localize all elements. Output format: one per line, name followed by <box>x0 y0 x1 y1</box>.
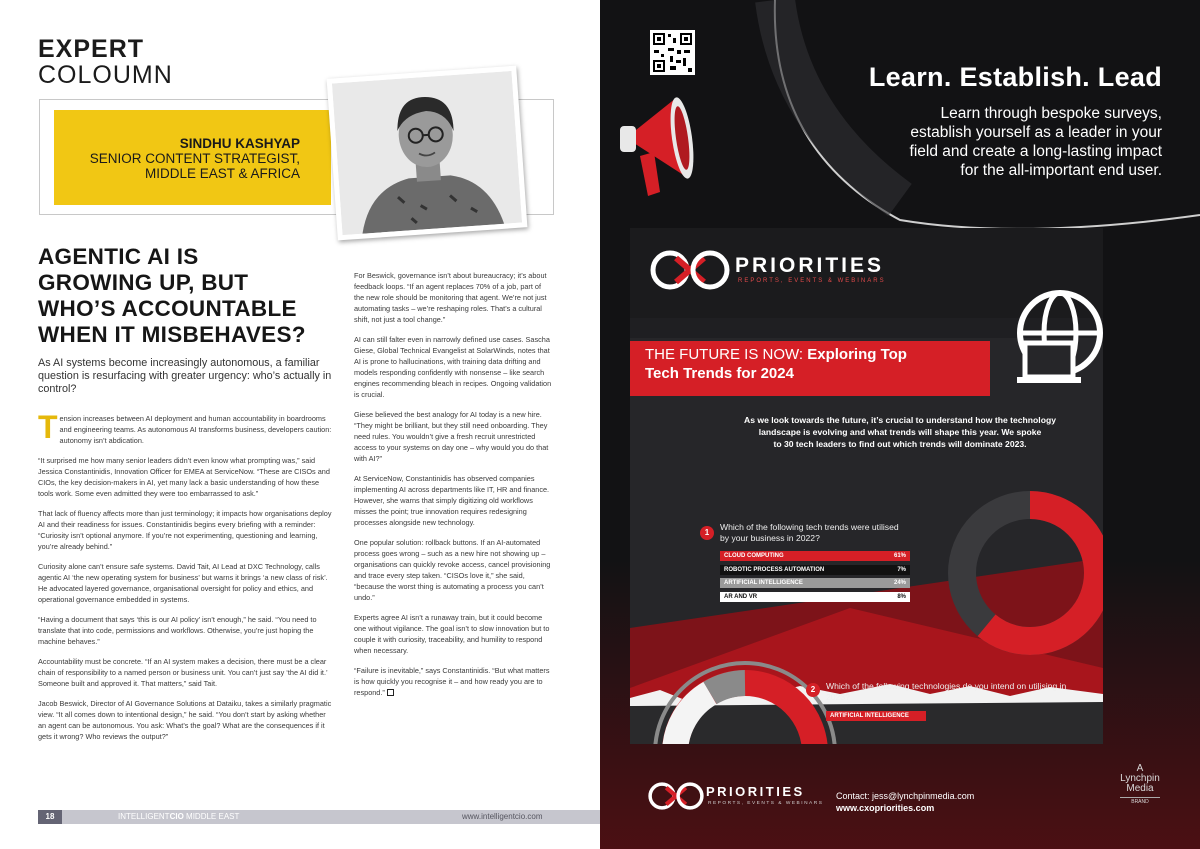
lynchpin-a: A <box>1136 763 1144 774</box>
closing-paragraph <box>354 665 552 698</box>
lynchpin-brand: BRAND <box>1120 797 1160 806</box>
question-number-2: 2 <box>806 683 820 697</box>
lynchpin-media-logo <box>1110 764 1170 806</box>
trend-bar-row <box>720 551 910 561</box>
footer-cxo-logo-icon <box>648 782 704 810</box>
trend-bar-row <box>720 578 910 588</box>
column-label <box>38 36 173 88</box>
author-portrait-image <box>332 71 522 235</box>
globe-laptop-icon <box>1005 283 1103 393</box>
report-title-bold-1: Exploring Top <box>807 346 907 363</box>
trend-bar-label: CLOUD COMPUTING <box>724 553 784 559</box>
advert-page <box>600 0 1200 849</box>
trend-bar-value: 8% <box>897 593 906 600</box>
headline-line: WHO’S ACCOUNTABLE <box>38 296 297 321</box>
ad-subtext-line: for the all-important end user. <box>960 162 1162 179</box>
column-label-bold: EXPERT <box>38 35 145 63</box>
drop-cap: T <box>38 409 58 445</box>
end-mark-icon <box>387 689 394 696</box>
closing-text: “Failure is inevitable,” says Constantinidis. “But what matters is how quickly you recognise it – and how ready you are to respond.” <box>354 666 550 697</box>
body-paragraph: Jacob Beswick, Director of AI Governance Solutions at Dataiku, takes a similarly pragmatic view. “It all comes down to intentional design,” he said. “You don’t start by asking whether an agent can be autonomous. You ask: What’s the goal? What are the consequences if it gets it wrong? Who reviews the output?” <box>38 699 332 741</box>
contact-website[interactable]: www.cxopriorities.com <box>836 803 935 813</box>
pub-suffix: MIDDLE EAST <box>183 812 240 821</box>
lynchpin-line-1: Lynchpin <box>1120 773 1160 784</box>
trend-bar-row <box>720 565 910 575</box>
report-brand-sub: REPORTS, EVENTS & WEBINARS <box>738 278 886 284</box>
headline-line: AGENTIC AI IS <box>38 244 199 269</box>
donut-chart-2022 <box>930 473 1103 673</box>
pub-bold: CIO <box>169 812 184 821</box>
footer-brand: PRIORITIES <box>706 784 805 799</box>
page-number: 18 <box>38 810 62 824</box>
article-standfirst: As AI systems become increasingly autonomous, a familiar question is resurfacing with greater urgency: who’s actually in control? <box>38 357 332 395</box>
report-intro-line: to 30 tech leaders to find out which trends will dominate 2023. <box>773 439 1027 449</box>
body-paragraph: Curiosity alone can’t ensure safe systems. David Tait, AI Lead at DXC Technology, calls agentic AI ‘the new operating system for business’ but warns it brings ‘a new class of risk’. He advocated layered governance, organisational oversight for policy and ethics, and operational governance embedded in systems. <box>38 562 328 604</box>
question-number-1: 1 <box>700 526 714 540</box>
body-paragraph: “It surprised me how many senior leaders didn’t even know what prompting was,” said Jessica Constantinidis, Innovation Officer for EMEA at ServiceNow. “These are CISOs and CIOs, the key decision-makers in AI, yet many lack a basic understanding of how these tools work. Some even admitted they were too embarrassed to ask.” <box>38 456 330 498</box>
contact-email[interactable]: Contact: jess@lynchpinmedia.com <box>836 791 975 801</box>
footer-brand-sub: REPORTS, EVENTS & WEBINARS <box>708 801 824 806</box>
body-paragraph: For Beswick, governance isn’t about bureaucracy; it’s about feedback loops. “If an agent replaces 70% of a job, part of the new role should be monitoring that agent. We’re not just automating tasks – we’re reshaping roles. That’s a cultural shift, not just a tool change.” <box>354 271 547 324</box>
publication-name <box>118 810 239 824</box>
author-title-2: MIDDLE EAST & AFRICA <box>144 166 300 181</box>
ad-subtext-line: establish yourself as a leader in your <box>910 124 1162 141</box>
trend-bar-value: 61% <box>893 553 906 559</box>
megaphone-icon <box>618 68 708 208</box>
question-2-row: ARTIFICIAL INTELLIGENCE <box>826 711 926 721</box>
body-paragraph: AI can still falter even in narrowly defined use cases. Sascha Giese, Global Technical Evangelist at SolarWinds, notes that AI is prone to hallucinations, with training data drifting and models responding confidently with nonsense – like search engines recommending bleach in recipes. Ongoing validation is crucial. <box>354 335 552 399</box>
lynchpin-line-2: Media <box>1126 783 1154 794</box>
report-cover[interactable] <box>630 228 1103 744</box>
report-title-bold-2: Tech Trends for 2024 <box>645 365 794 382</box>
trend-bar-label: AR AND VR <box>724 593 758 600</box>
question-1-text: Which of the following tech trends were utilised by your business in 2022? <box>720 522 899 543</box>
question-2-text: Which of the following technologies do you intend on utilising in 2023? <box>826 681 1067 702</box>
report-title-light: THE FUTURE IS NOW: <box>645 346 808 363</box>
headline-line: WHEN IT MISBEHAVES? <box>38 322 306 347</box>
body-paragraph: One popular solution: rollback buttons. If an AI-automated process goes wrong – such as a new hire not showing up – organisations can quickly revoke access, cancel provisioning and trace every step taken. “CISOs love it,” she said, “because the worst thing is automating a process you can’t undo.” <box>354 538 551 602</box>
trend-bar-value: 7% <box>897 566 906 573</box>
ad-subtext-line: field and create a long-lasting impact <box>909 143 1162 160</box>
author-block <box>54 136 300 181</box>
article-column-2 <box>354 270 552 707</box>
contact-block <box>836 790 974 814</box>
body-paragraph: At ServiceNow, Constantinidis has observed companies implementing AI across departments like IT, HR and finance. However, she warns that simply digitizing old workflows misses the point; true innovation requires redesigning processes alongside new technology. <box>354 474 550 527</box>
report-intro-line: As we look towards the future, it’s crucial to understand how the technology <box>744 415 1056 425</box>
lead-text: ension increases between AI deployment and human accountability in boardrooms and engineering teams. As autonomous AI transforms business, developers caution: autonomy isn’t abdication. <box>59 414 332 445</box>
column-label-light: COLOUMN <box>38 61 173 89</box>
website-link[interactable]: www.intelligentcio.com <box>462 812 543 821</box>
body-paragraph: “Having a document that says ‘this is our AI policy’ isn’t enough,” he said. “You need to translate that into code, permissions and workflows. Otherwise, you’re just hoping the machine behaves.” <box>38 615 317 646</box>
trend-bar-label: ROBOTIC PROCESS AUTOMATION <box>724 566 825 573</box>
ad-tagline: Learn. Establish. Lead <box>868 62 1162 92</box>
ad-subtext-line: Learn through bespoke surveys, <box>940 105 1162 122</box>
article-headline <box>38 244 338 348</box>
body-paragraph: Accountability must be concrete. “If an AI system makes a decision, there must be a clear chain of responsibility to a named person or business unit. You can’t just say ‘the AI did it.’ Someone built and approved it. That matters,” said Tait. <box>38 657 328 688</box>
trend-bar-label: ARTIFICIAL INTELLIGENCE <box>724 580 803 586</box>
pub-prefix: INTELLIGENT <box>118 812 170 821</box>
body-paragraph: Giese believed the best analogy for AI today is a new hire. “They might be brilliant, but they still need onboarding. They need rules. You wouldn’t give a fresh recruit unrestricted access to your systems on day one – why would you do that with AI?” <box>354 410 549 463</box>
author-name: SINDHU KASHYAP <box>179 136 300 151</box>
report-title <box>645 345 965 383</box>
ad-subtext <box>830 104 1162 180</box>
report-intro-line: landscape is evolving and what trends will shape this year. We spoke <box>758 427 1042 437</box>
body-paragraph: Experts agree AI isn’t a runaway train, but it could become one without vigilance. The goal isn’t to slow innovation but to couple it with curiosity, traceability, and humility to respond when necessary. <box>354 613 550 655</box>
body-paragraph: That lack of fluency affects more than just terminology; it impacts how organisations deploy AI and their readiness for issues. Constantinidis begins every briefing with a reminder: “Curiosity isn’t optional anymore. If you’re not experimenting, questioning and learning, you’re already behind.” <box>38 509 332 551</box>
trend-bar-value: 24% <box>893 580 906 586</box>
lead-paragraph <box>38 409 335 446</box>
headline-line: GROWING UP, BUT <box>38 270 249 295</box>
report-brand: PRIORITIES <box>735 254 885 277</box>
author-title-1: SENIOR CONTENT STRATEGIST, <box>89 151 300 166</box>
cxo-logo-icon <box>650 250 730 290</box>
trend-bar-row <box>720 592 910 602</box>
author-photo <box>327 66 528 241</box>
report-intro <box>700 414 1100 450</box>
article-column-1 <box>38 409 335 751</box>
